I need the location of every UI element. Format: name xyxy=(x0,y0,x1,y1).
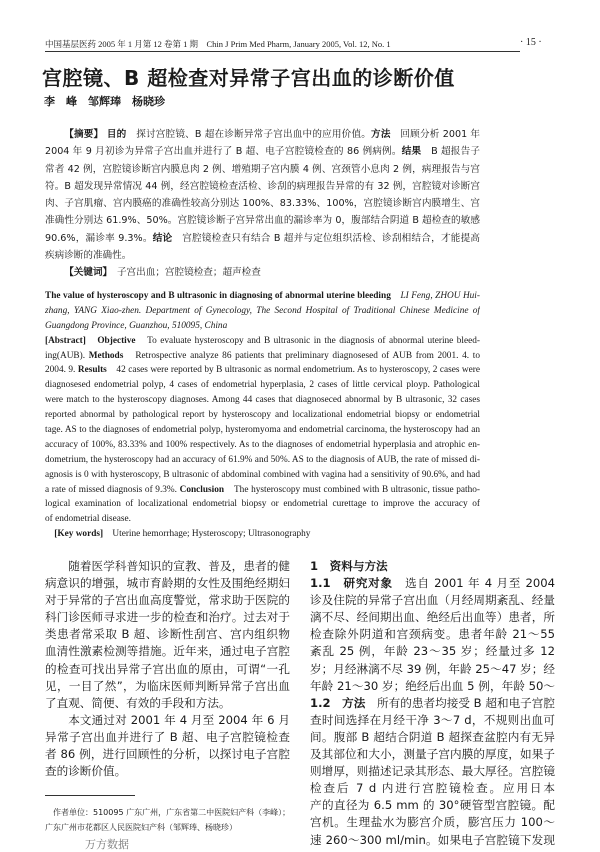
text-line xyxy=(45,408,480,423)
text-line xyxy=(45,558,290,575)
text-segment: 疾病诊断的准确性。 xyxy=(45,250,132,262)
text-line xyxy=(45,126,480,143)
text-segment: were match to the hysteroscopy diagnoses. Among 44 cases that diagnoseced abnormal by B ultrasonic, 32 cases xyxy=(45,395,480,406)
text-segment: 者 86 例，进行回顾性的分析，以探讨电子宫腔 xyxy=(45,747,290,762)
text-segment: 本文通过对 2001 年 4 月至 2004 年 6 月 xyxy=(68,712,290,727)
text-line xyxy=(45,247,480,264)
text-segment: 病意识的增强，城市育龄期的女性及围绝经期妇 xyxy=(45,576,290,591)
bold-label: [Abstract] Objective xyxy=(45,335,136,346)
text-segment: 见，一目了然”，为临床医师判断异常子宫出血 xyxy=(45,678,290,693)
text-line xyxy=(45,264,480,281)
text-segment: 子宫出血；宫腔镜检查；超声检查 xyxy=(107,267,261,279)
text-line xyxy=(310,797,555,814)
text-segment: 类患者常采取 B 超、诊断性刮宫、宫内组织物 xyxy=(45,627,290,642)
text-line xyxy=(45,334,480,349)
text-segment: 的检查可找出异常子宫出血的原由，可谓“一孔 xyxy=(45,661,290,676)
text-line xyxy=(45,143,480,160)
text-segment: 常者 42 例，宫腔镜诊断宫内膜息肉 2 例、增殖期子宫内膜 4 例、宫颈管小息肉 2 例，病理报告与宫 xyxy=(45,163,480,175)
text-segment: 90.6%，漏诊率 9.3%。 xyxy=(45,232,153,244)
text-segment: 42 cases were reported by B ultrasonic as normal endometrium. As to hysteroscopy, 2 cases were xyxy=(106,365,480,376)
text-segment: 符。B 超发现异常情况 44 例，经宫腔镜检查活检、诊刮的病理报告异常的有 32 例，宫腔镜对诊断宫 xyxy=(45,180,480,192)
text-line xyxy=(45,609,290,626)
body-right-column xyxy=(310,558,555,849)
text-segment: reported abnormal by pathological report by hysteroscopy and localizational endometrial biopsy or endometrial xyxy=(45,410,480,421)
text-segment: 产的直径为 6.5 mm 的 30°硬管型宫腔镜。配 xyxy=(310,798,555,813)
text-segment: 所有的患者均接受 B 超和电子宫腔 xyxy=(377,695,555,710)
text-segment: 探讨宫腔镜、B 超在诊断异常子宫出血中的应用价值。 xyxy=(126,129,372,140)
text-segment: of endometrial disease. xyxy=(45,514,131,525)
footnote-divider xyxy=(45,795,135,796)
text-line xyxy=(310,712,555,729)
chinese-abstract xyxy=(45,126,480,282)
bold-label: 方法 xyxy=(371,129,391,140)
text-segment: 查时间选择在月经干净 3～7 d，不规则出血可 xyxy=(310,712,555,727)
text-line xyxy=(45,729,290,746)
bold-label: 1.2 方法 xyxy=(310,695,366,710)
text-line xyxy=(45,423,480,438)
bold-label: Results xyxy=(77,365,107,376)
bold-label: 1.1 研究对象 xyxy=(310,576,393,591)
text-line xyxy=(310,780,555,797)
text-segment: 宫腔镜检查只有结合 B 超并与定位组织活检、诊刮相结合，才能提高 xyxy=(182,232,480,244)
text-segment: 则增厚，则描述记录其形态、最大厚径。宫腔镜 xyxy=(310,764,555,779)
text-segment: 检查除外阴道和宫颈病变。患者年龄 21～55 xyxy=(310,627,555,642)
text-segment: 检查后 7 d 内进行宫腔镜检查。应用日本 xyxy=(310,781,555,796)
text-line xyxy=(310,643,555,660)
text-line xyxy=(45,319,480,334)
text-segment: 年龄 21～30 岁；绝经后出血 5 例，年龄 50～ xyxy=(310,678,555,693)
text-segment: 准确性分别达 61.9%、50%。宫腔镜诊断子宫异常出血的漏诊率为 0，腹部结合阴道 B 超检查的敏感 xyxy=(45,215,480,227)
text-line xyxy=(45,178,480,195)
text-line xyxy=(45,592,290,609)
text-line xyxy=(310,626,555,643)
text-line xyxy=(45,695,290,712)
text-segment: 回顾分析 2001 年 xyxy=(400,129,480,140)
text-line xyxy=(310,678,555,695)
text-segment: Uterine hemorrhage; Hysteroscopy; Ultrasonography xyxy=(103,529,311,540)
bold-label: 结论 xyxy=(152,232,173,244)
text-line xyxy=(45,483,480,498)
footnote-line: 作者单位：510095 广东广州，广东省第二中医院妇产科（李峰）； xyxy=(53,808,291,817)
bold-label: 结果 xyxy=(401,146,422,158)
text-line xyxy=(45,763,290,780)
text-line xyxy=(310,592,555,609)
text-line xyxy=(45,678,290,695)
text-segment: 选自 2001 年 4 月至 2004 xyxy=(405,576,555,591)
text-line xyxy=(45,349,480,364)
text-line xyxy=(310,746,555,763)
text-line xyxy=(310,832,555,849)
text-segment: To evaluate hysteroscopy and B ultrasonic in the diagnosis of abnormal uterine bleed- xyxy=(135,335,480,346)
text-line xyxy=(45,393,480,408)
text-line xyxy=(45,453,480,468)
text-line xyxy=(45,289,480,304)
text-segment: 2004 年 9 月初诊为异常子宫出血并进行了 B 超、电子宫腔镜检查的 86 例病例。 xyxy=(45,146,402,158)
bold-label: 【摘要】 目的 xyxy=(64,129,127,140)
text-segment: diagnosesed endometrial polyp, 4 cases of endometrial hyperplasia, 2 cases of little cervical ployp. Pathological xyxy=(45,380,480,391)
text-segment: 及其部位和大小，测量子宫内膜的厚度，如果子 xyxy=(310,747,555,762)
text-segment: zhang, YANG Xiao-zhen. Department of Gynecology, The Second Hospital of Traditional Chinese Medicine of xyxy=(45,305,480,316)
text-line xyxy=(45,497,480,512)
text-segment: B 超报告子 xyxy=(431,146,480,158)
text-segment: 诊及住院的异常子宫出血（月经周期紊乱、经量 xyxy=(310,593,555,608)
text-segment: agnosis is 0 with hysteroscopy, B ultrasonic of abdominal combined with vagina had a sensitivity of 90.6%, and had xyxy=(45,469,480,480)
text-segment: 漓不尽、经间期出血、绝经后出血等）患者，所 xyxy=(310,610,555,625)
text-line xyxy=(310,609,555,626)
text-segment: 对于异常的子宫出血高度警觉，常求助于医院的 xyxy=(45,593,290,608)
text-segment: tage. AS to the diagnoses of endometrial polyp, hysteromyoma and endometrial carcinoma, the hysteroscopy had an xyxy=(45,425,480,436)
text-line xyxy=(45,527,480,542)
text-segment: The hysteroscopy must combined with B ultrasonic, tissue patho- xyxy=(224,484,480,495)
text-line xyxy=(45,230,480,247)
text-segment: 异常子宫出血并进行了 B 超、电子宫腔镜检查 xyxy=(45,729,290,744)
text-line xyxy=(45,746,290,763)
text-segment: 宫机。生理盐水为膨宫介质，膨宫压力 100～ xyxy=(310,815,555,830)
english-abstract xyxy=(45,289,480,542)
text-segment: dometrium, the hysteroscopy had an accuracy of 61.9% and 50%. AS to the diagnosis of AUB, the rate of missed di- xyxy=(45,454,480,465)
text-segment: Retrospective analyze 86 patients that preliminary diagnosesed of AUB from 2001. 4. to xyxy=(123,350,480,361)
text-segment: Guangdong Province, Guanzhou, 510095, China xyxy=(45,320,228,331)
text-segment: 间。腹部 B 超结合阴道 B 超探查盆腔内有无异 xyxy=(310,729,555,744)
text-line xyxy=(310,729,555,746)
footnote-line: 广东广州市花都区人民医院妇产科（邹辉琫、杨晓珍） xyxy=(45,823,237,832)
bold-label: 【关键词】 xyxy=(64,267,108,279)
text-line xyxy=(45,575,290,592)
text-segment: 随着医学科普知识的宣教、普及，患者的健 xyxy=(68,559,290,573)
text-line xyxy=(310,763,555,780)
bold-label: [Key words] xyxy=(54,529,104,540)
text-segment: 紊乱 25 例，年龄 23～35 岁；经量过多 12 xyxy=(310,644,555,659)
bold-label: 1 资料与方法 xyxy=(310,559,388,573)
text-line xyxy=(45,304,480,319)
bold-label: Methods xyxy=(88,350,124,361)
page-number: · 15 · xyxy=(520,37,542,48)
text-segment: a rate of missed diagnosis of 9.3%. xyxy=(45,484,180,495)
text-segment: 了直观、简便、有效的手段和方法。 xyxy=(45,695,231,710)
text-segment: 科门诊医师寻求进一步的检查和治疗。过去对于 xyxy=(45,610,290,625)
text-segment: logical examination of localizational endometrial biopsy or endometrial curettage to improve the accuracy of xyxy=(45,499,480,510)
text-segment: 2004. 9. xyxy=(45,365,78,376)
text-segment: accuracy of 100%, 83.33% and 100% respectively. As to the diagnoses of endometrial hyperplasia and atrophic en- xyxy=(45,439,480,450)
bold-label: The value of hysteroscopy and B ultrasonic in diagnosing of abnormal uterine bleeding xyxy=(45,291,391,301)
text-line xyxy=(310,695,555,712)
text-line xyxy=(45,661,290,678)
running-head: 中国基层医药 2005 年 1 月第 12 卷第 1 期 Chin J Prim Med Pharm, January 2005, Vol. 12, No. 1 xyxy=(45,38,520,52)
text-line xyxy=(45,626,290,643)
text-line xyxy=(45,212,480,229)
text-segment: 速 260～300 ml/min。如果电子宫腔镜下发现 xyxy=(310,832,555,847)
text-line xyxy=(45,643,290,660)
text-segment: LI Feng, ZHOU Hui- xyxy=(390,291,480,301)
body-left-column xyxy=(45,558,290,780)
text-segment: 岁；月经淋漓不尽 39 例，年龄 25～47 岁；经 xyxy=(310,661,555,676)
text-line xyxy=(45,195,480,212)
text-segment: 血清性激素检测等措施。近年来，通过电子宫腔 xyxy=(45,644,290,659)
watermark: 万方数据 xyxy=(85,838,129,851)
text-line xyxy=(45,363,480,378)
text-segment: 查的诊断价值。 xyxy=(45,764,127,779)
authors: 李 峰 邹辉琫 杨晓珍 xyxy=(44,95,165,108)
text-line xyxy=(45,378,480,393)
text-line xyxy=(310,558,555,575)
text-line xyxy=(310,575,555,592)
text-line xyxy=(45,712,290,729)
text-line xyxy=(45,512,480,527)
text-segment: 肉、子宫肌瘤、宫内膜癌的准确性较高分别达 100%、83.33%、100%，宫腔镜诊断宫内膜增生、宫 xyxy=(45,198,480,210)
text-line xyxy=(45,161,480,178)
text-line xyxy=(310,661,555,678)
text-line xyxy=(45,438,480,453)
text-line xyxy=(310,814,555,831)
bold-label: Conclusion xyxy=(179,484,225,495)
text-line xyxy=(45,468,480,483)
author-affiliation-footnote xyxy=(45,805,295,835)
text-segment: ing(AUB). xyxy=(45,350,89,361)
article-title: 宫腔镜、B 超检查对异常子宫出血的诊断价值 xyxy=(42,66,455,90)
